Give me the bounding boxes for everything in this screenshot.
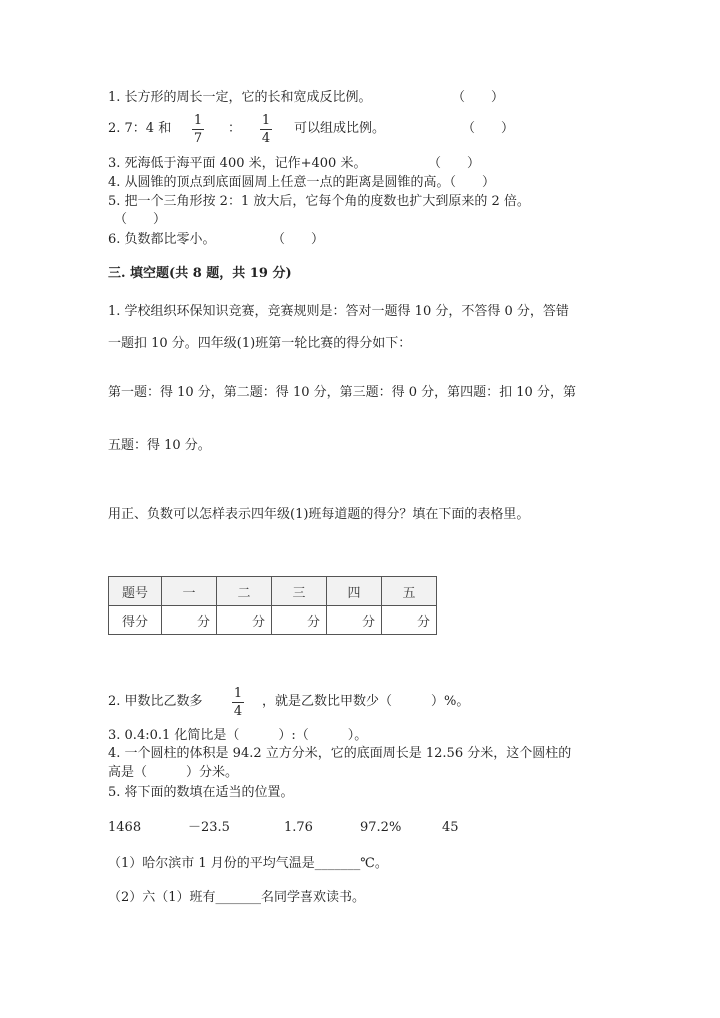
table-header-cell: 题号 [109, 577, 162, 606]
judge-q4: 4. 从圆锥的顶点到底面圆周上任意一点的距离是圆锥的高。（ ） [108, 175, 496, 190]
table-row-label: 得分 [109, 606, 162, 635]
number-item: 1.76 [284, 820, 313, 835]
number-item: －23.5 [188, 820, 230, 835]
fill-q2-fraction [230, 686, 246, 719]
judge-q2-prefix: 2. 7：4 和 [108, 121, 172, 136]
fraction-bar [232, 702, 244, 703]
fill-q4-line-2: 高是（ ）分米。 [108, 765, 239, 780]
table-header-cell: 五 [382, 577, 437, 606]
fill-q1-line-3: 第一题：得 10 分，第二题：得 10 分，第三题：得 0 分，第四题：扣 10 分，第 [108, 385, 576, 400]
fill-q1-line-2: 一题扣 10 分。四年级(1)班第一轮比赛的得分如下： [108, 336, 412, 351]
score-cell-1[interactable]: 分 [162, 606, 217, 635]
score-cell-3[interactable]: 分 [272, 606, 327, 635]
judge-q2-fraction-1 [190, 113, 206, 146]
fill-q2-prefix: 2. 甲数比乙数多 [108, 694, 203, 709]
judge-q5-answer-blank[interactable]: （ ） [114, 212, 167, 227]
judge-q3-answer-blank[interactable]: （ ） [428, 156, 481, 171]
table-header-cell: 二 [217, 577, 272, 606]
judge-q2-answer-blank[interactable]: （ ） [462, 121, 515, 136]
fill-q1-line-1: 1. 学校组织环保知识竞赛，竞赛规则是：答对一题得 10 分，不答得 0 分，答错 [108, 304, 569, 319]
table-header-row [109, 577, 437, 606]
fill-q3: 3. 0.4:0.1 化简比是（ ）:（ ）。 [108, 728, 368, 743]
judge-q1: 1. 长方形的周长一定，它的长和宽成反比例。 [108, 90, 372, 105]
fraction-numerator: 1 [233, 686, 243, 701]
fill-q4-line-1: 4. 一个圆柱的体积是 94.2 立方分米，它的底面周长是 12.56 分米，这个圆柱的 [108, 746, 572, 761]
judge-q2-colon: ： [228, 121, 242, 136]
judge-q2-suffix: 可以组成比例。 [294, 121, 386, 136]
judge-q6: 6. 负数都比零小。 [108, 232, 216, 247]
number-item: 45 [442, 820, 459, 835]
number-item: 1468 [108, 820, 142, 835]
fraction-denominator: 4 [233, 704, 243, 719]
number-item: 97.2% [360, 820, 402, 835]
fraction-bar [192, 129, 204, 130]
fill-q5-sub-1: （1）哈尔滨市 1 月份的平均气温是_______℃。 [108, 856, 388, 871]
judge-q2-fraction-2 [258, 113, 274, 146]
fraction-denominator: 7 [193, 131, 203, 146]
table-header-cell: 三 [272, 577, 327, 606]
fill-q5: 5. 将下面的数填在适当的位置。 [108, 785, 294, 800]
score-cell-5[interactable]: 分 [382, 606, 437, 635]
section-title: 三. 填空题(共 8 题，共 19 分) [108, 266, 292, 281]
fraction-denominator: 4 [261, 131, 271, 146]
score-cell-2[interactable]: 分 [217, 606, 272, 635]
judge-q3: 3. 死海低于海平面 400 米，记作+400 米。 [108, 156, 367, 171]
judge-q6-answer-blank[interactable]: （ ） [272, 232, 325, 247]
fraction-numerator: 1 [261, 113, 271, 128]
table-row [109, 606, 437, 635]
score-table [108, 576, 437, 635]
fraction-numerator: 1 [193, 113, 203, 128]
fill-q5-sub-2: （2）六（1）班有_______名同学喜欢读书。 [108, 890, 366, 905]
fraction-bar [260, 129, 272, 130]
judge-q1-answer-blank[interactable]: （ ） [452, 90, 505, 105]
table-header-cell: 四 [327, 577, 382, 606]
fill-q1-line-5: 用正、负数可以怎样表示四年级(1)班每道题的得分？填在下面的表格里。 [108, 507, 530, 522]
judge-q5: 5. 把一个三角形按 2：1 放大后，它每个角的度数也扩大到原来的 2 倍。 [108, 194, 530, 209]
fill-q2-suffix: ，就是乙数比甲数少（ ）%。 [262, 694, 470, 709]
fill-q1-line-4: 五题：得 10 分。 [108, 438, 211, 453]
table-header-cell: 一 [162, 577, 217, 606]
score-cell-4[interactable]: 分 [327, 606, 382, 635]
